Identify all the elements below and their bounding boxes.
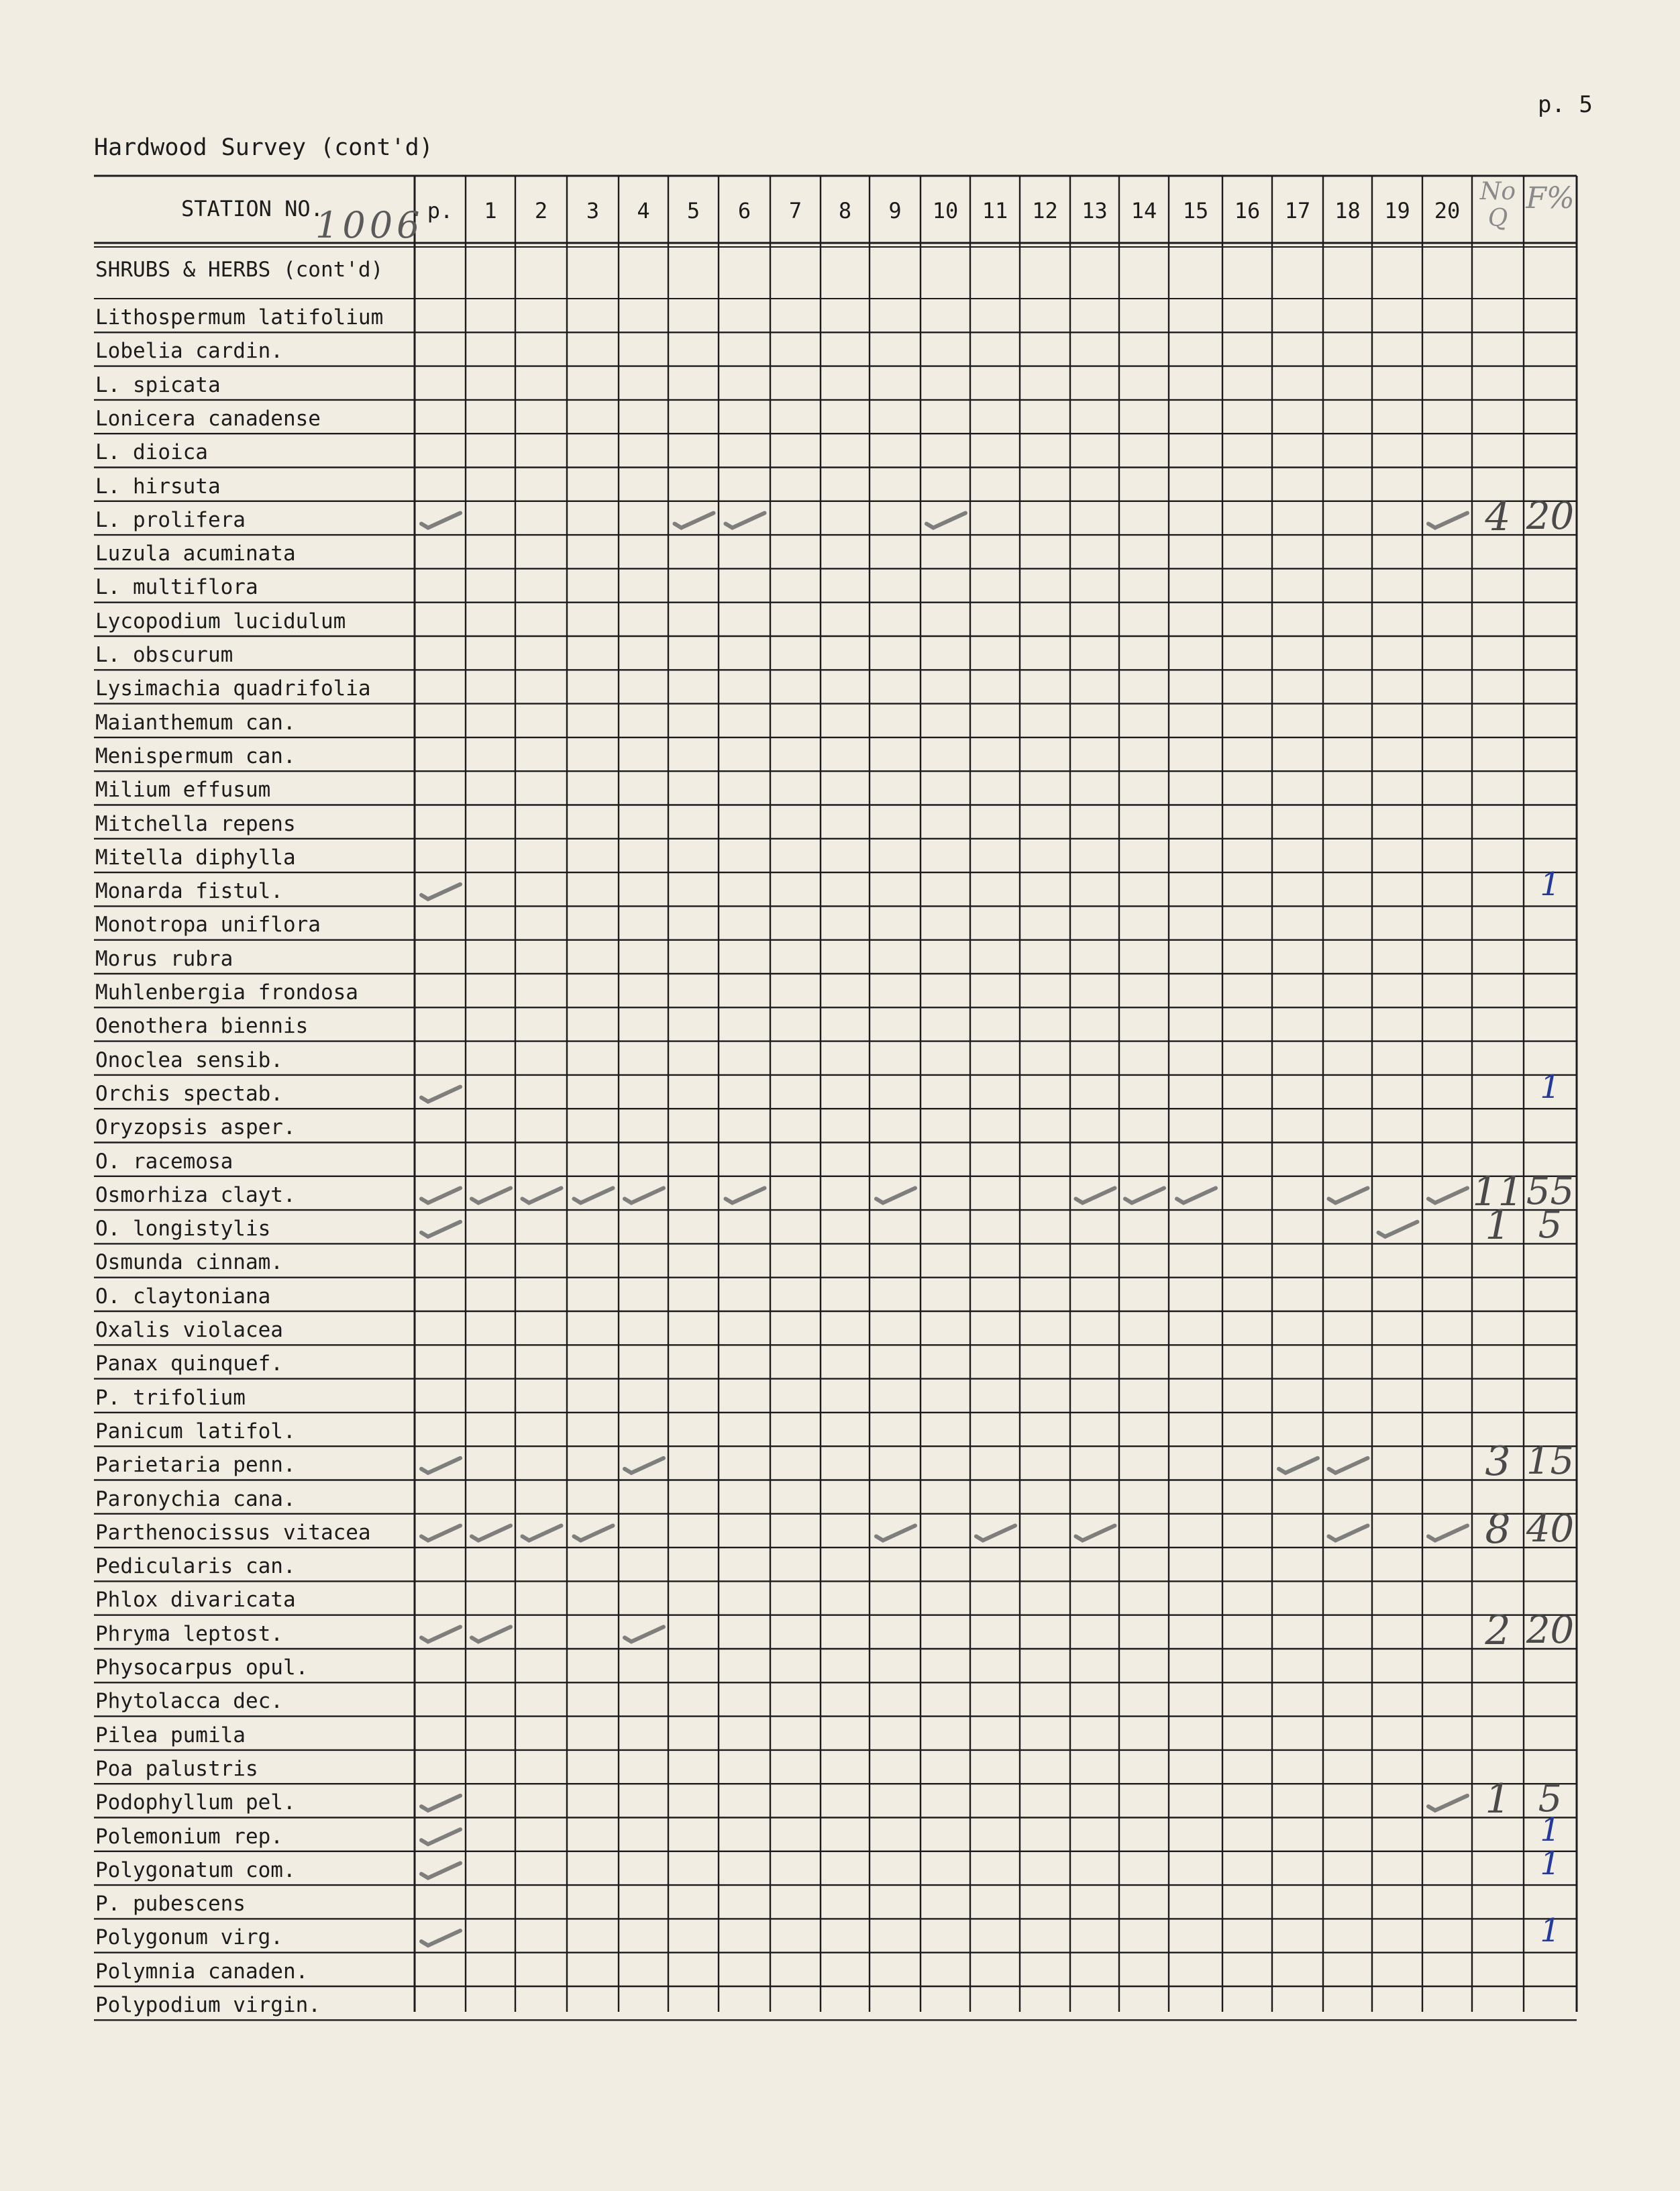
check-mark <box>472 1525 511 1540</box>
check-mark <box>421 1458 460 1473</box>
species-name: P. pubescens <box>95 1892 246 1917</box>
species-name: Polymnia canaden. <box>95 1959 309 1984</box>
no-q-value: 3 <box>1485 1438 1511 1486</box>
species-name: Pilea pumila <box>95 1723 246 1747</box>
check-mark <box>1329 1188 1368 1203</box>
check-mark <box>421 1222 460 1237</box>
check-mark <box>421 1525 460 1540</box>
check-mark <box>421 1829 460 1844</box>
species-name: Parietaria penn. <box>95 1453 296 1478</box>
no-q-value: 1 <box>1485 1202 1511 1250</box>
species-name: Parthenocissus vitacea <box>95 1520 371 1545</box>
species-name: Phytolacca dec. <box>95 1689 283 1714</box>
section-label: SHRUBS & HERBS (cont'd) <box>95 258 384 282</box>
f-pct-value: 20 <box>1526 494 1575 538</box>
column-header: 3 <box>586 198 600 223</box>
check-mark <box>523 1188 562 1203</box>
species-name: Orchis spectab. <box>95 1081 283 1106</box>
check-mark <box>1076 1188 1115 1203</box>
species-name: L. multiflora <box>95 575 258 600</box>
species-name: P. trifolium <box>95 1385 246 1410</box>
no-q-value: 2 <box>1485 1607 1511 1654</box>
no-q-value: 8 <box>1485 1505 1511 1553</box>
f-pct-value: 5 <box>1538 1777 1563 1821</box>
check-mark <box>574 1525 613 1540</box>
check-mark <box>1177 1188 1216 1203</box>
species-name: Phryma leptost. <box>95 1621 283 1646</box>
column-header: 8 <box>838 198 852 223</box>
check-mark <box>726 513 765 527</box>
column-header: 9 <box>888 198 902 223</box>
column-header: 7 <box>788 198 802 223</box>
column-header: p. <box>427 198 454 223</box>
column-header: 12 <box>1032 198 1058 223</box>
f-pct-header: F% <box>1526 181 1575 215</box>
f-pct-value: 1 <box>1540 1811 1561 1849</box>
species-name: Lonicera canadense <box>95 406 321 431</box>
species-name: Monarda fistul. <box>95 879 283 904</box>
species-name: Polygonatum com. <box>95 1857 296 1882</box>
check-mark <box>876 1188 915 1203</box>
column-header: 15 <box>1182 198 1209 223</box>
check-mark <box>1428 1188 1467 1203</box>
check-mark <box>421 513 460 527</box>
species-name: Pedicularis can. <box>95 1554 296 1579</box>
check-mark <box>421 1188 460 1203</box>
check-mark <box>927 513 965 527</box>
f-pct-value: 40 <box>1526 1507 1575 1551</box>
f-pct-value: 55 <box>1526 1169 1575 1213</box>
species-name: Oenothera biennis <box>95 1014 309 1039</box>
f-pct-value: 1 <box>1540 866 1561 904</box>
species-name: Phlox divaricata <box>95 1588 296 1613</box>
check-mark <box>421 1863 460 1878</box>
species-name: Panax quinquef. <box>95 1352 283 1376</box>
f-pct-value: 1 <box>1540 1068 1561 1106</box>
f-pct-value: 1 <box>1540 1912 1561 1950</box>
species-name: Morus rubra <box>95 946 233 971</box>
no-q-value: 4 <box>1485 493 1511 540</box>
column-header: 4 <box>637 198 650 223</box>
check-mark <box>472 1188 511 1203</box>
species-name: Milium effusum <box>95 778 271 803</box>
column-header: 5 <box>686 198 700 223</box>
species-name: Polypodium virgin. <box>95 1993 321 2017</box>
check-mark <box>472 1627 511 1641</box>
species-name: Oxalis violacea <box>95 1318 283 1342</box>
species-name: O. longistylis <box>95 1217 271 1241</box>
f-pct-value: 15 <box>1526 1439 1575 1484</box>
f-pct-value: 20 <box>1526 1608 1575 1652</box>
column-header: 13 <box>1082 198 1108 223</box>
species-name: Luzula acuminata <box>95 542 296 566</box>
column-header: 20 <box>1434 198 1461 223</box>
check-mark <box>421 1087 460 1102</box>
species-name: Polemonium rep. <box>95 1824 283 1849</box>
species-name: Oryzopsis asper. <box>95 1115 296 1140</box>
column-header: 6 <box>737 198 751 223</box>
species-name: Paronychia cana. <box>95 1486 296 1511</box>
species-name: L. spicata <box>95 372 221 397</box>
species-name: Monotropa uniflora <box>95 913 321 937</box>
species-name: Lobelia cardin. <box>95 339 283 364</box>
column-header: 18 <box>1334 198 1361 223</box>
check-mark <box>1428 513 1467 527</box>
species-name: L. prolifera <box>95 507 246 532</box>
species-name: Poa palustris <box>95 1756 258 1781</box>
check-mark <box>421 1931 460 1945</box>
check-mark <box>1125 1188 1164 1203</box>
species-name: Polygonum virg. <box>95 1925 283 1950</box>
species-name: Lycopodium lucidulum <box>95 609 346 633</box>
species-name: L. obscurum <box>95 643 233 667</box>
check-mark <box>1329 1525 1368 1540</box>
check-mark <box>523 1525 562 1540</box>
station-label: STATION NO. <box>181 196 323 221</box>
check-mark <box>1279 1458 1318 1473</box>
species-name: Onoclea sensib. <box>95 1048 283 1072</box>
species-name: Osmunda cinnam. <box>95 1250 283 1275</box>
f-pct-value: 1 <box>1540 1844 1561 1882</box>
check-mark <box>1428 1796 1467 1811</box>
column-header: 19 <box>1384 198 1410 223</box>
check-mark <box>421 884 460 899</box>
column-header: 11 <box>982 198 1008 223</box>
check-mark <box>876 1525 915 1540</box>
check-mark <box>726 1188 765 1203</box>
column-header: 1 <box>484 198 497 223</box>
species-name: Mitella diphylla <box>95 845 296 870</box>
species-name: Lithospermum latifolium <box>95 305 384 329</box>
species-name: L. dioica <box>95 440 208 465</box>
station-number: 1006 <box>315 204 424 246</box>
check-mark <box>625 1188 664 1203</box>
check-mark <box>421 1627 460 1641</box>
species-name: L. hirsuta <box>95 474 221 499</box>
check-mark <box>574 1188 613 1203</box>
check-mark <box>976 1525 1015 1540</box>
check-mark <box>1076 1525 1115 1540</box>
column-header: 17 <box>1284 198 1311 223</box>
check-mark <box>625 1627 664 1641</box>
check-mark <box>1379 1222 1418 1237</box>
no-q-value: 1 <box>1485 1776 1511 1823</box>
check-mark <box>1329 1458 1368 1473</box>
species-name: O. claytoniana <box>95 1284 271 1309</box>
column-header: 10 <box>932 198 959 223</box>
check-mark <box>675 513 714 527</box>
page-title: Hardwood Survey (cont'd) <box>94 134 433 161</box>
species-name: Lysimachia quadrifolia <box>95 676 371 701</box>
species-name: Panicum latifol. <box>95 1419 296 1443</box>
species-name: Mitchella repens <box>95 811 296 836</box>
f-pct-value: 5 <box>1538 1203 1563 1247</box>
species-name: Muhlenbergia frondosa <box>95 980 358 1005</box>
page-number: p. 5 <box>1538 91 1593 118</box>
check-mark <box>625 1458 664 1473</box>
species-name: Maianthemum can. <box>95 710 296 735</box>
species-name: Menispermum can. <box>95 744 296 768</box>
species-name: O. racemosa <box>95 1149 233 1174</box>
no-q-value: 11 <box>1472 1168 1524 1215</box>
column-header: 16 <box>1234 198 1261 223</box>
check-mark <box>421 1796 460 1811</box>
species-name: Osmorhiza clayt. <box>95 1182 296 1207</box>
no-q-header: No Q <box>1479 178 1516 232</box>
check-mark <box>1428 1525 1467 1540</box>
column-header: 14 <box>1131 198 1157 223</box>
species-name: Physocarpus opul. <box>95 1655 309 1680</box>
species-name: Podophyllum pel. <box>95 1790 296 1815</box>
column-header: 2 <box>534 198 548 223</box>
